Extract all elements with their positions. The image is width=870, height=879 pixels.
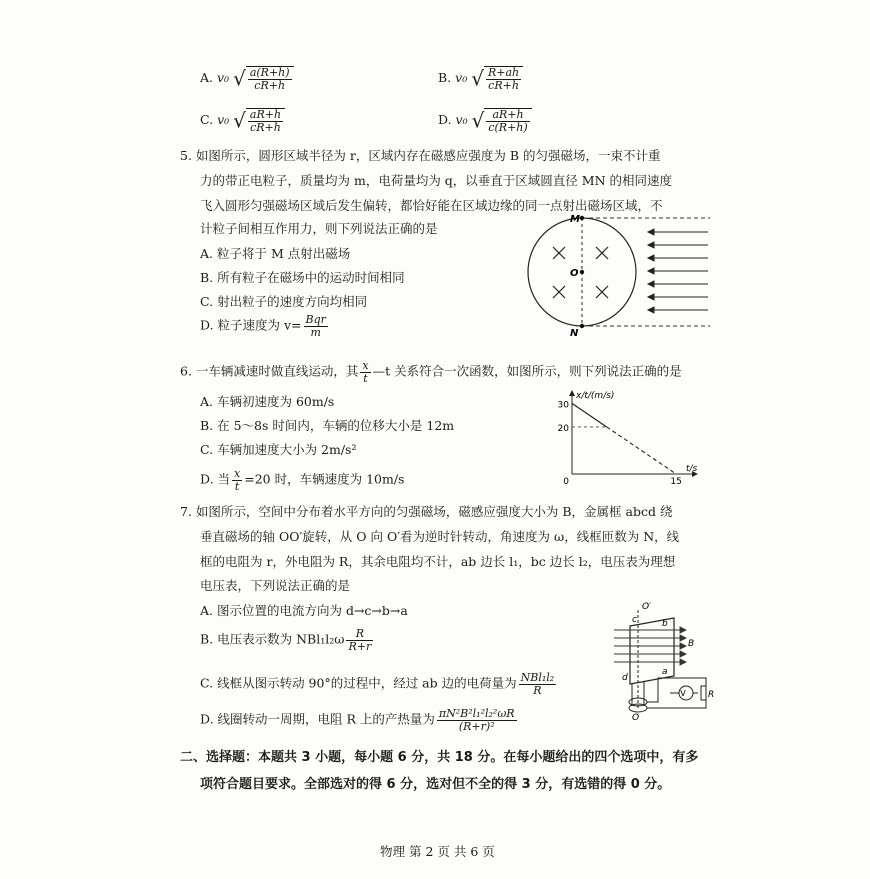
label-b-vertex: b: [662, 619, 668, 629]
label-b-field: B: [688, 639, 695, 649]
q5-option-c: C. 射出粒子的速度方向均相同: [200, 294, 368, 309]
q6-option-c: C. 车辆加速度大小为 2m/s²: [200, 442, 357, 457]
q6-option-a: A. 车辆初速度为 60m/s: [200, 394, 335, 409]
label-oprime: O′: [642, 602, 652, 612]
q7-stem-line3: 框的电阻为 r，外电阻为 R，其余电阻均不计，ab 边长 l₁，bc 边长 l₂，电压表为理想: [200, 554, 676, 569]
x-tick-15: 15: [670, 477, 682, 487]
section2-line2: 项符合题目要求。全部选对的得 6 分，选对但不全的得 3 分，有选错的得 0 分。: [200, 777, 671, 792]
q5-stem-line2: 力的带正电粒子，质量均为 m，电荷量均为 q，以垂直于区域圆直径 MN 的相同速度: [200, 173, 672, 188]
q5-stem-line4: 计粒子间相互作用力，则下列说法正确的是: [200, 221, 438, 236]
option-b: B. v₀ √ $\frac{R+ah}{cR+h}$: [438, 66, 523, 91]
label-a-vertex: a: [662, 667, 668, 677]
option-c: C. v₀ √ $\frac{aR+h}{cR+h}$: [200, 108, 285, 133]
q5-option-b: B. 所有粒子在磁场中的运动时间相同: [200, 270, 405, 285]
q7-stem-line2: 垂直磁场的轴 OO′旋转，从 O 向 O′看为逆时针转动，角速度为 ω，线框匝数为 N，线: [200, 529, 680, 544]
q5-stem-line3: 飞入圆形匀强磁场区域后发生偏转，都恰好能在区域边缘的同一点射出磁场区域，不: [200, 198, 663, 213]
y-tick-30: 30: [557, 400, 569, 411]
page-footer: 物理 第 2 页 共 6 页: [380, 844, 495, 859]
q7-stem-line1: 7. 如图所示，空间中分布着水平方向的匀强磁场，磁感应强度大小为 B，金属框 abcd 绕: [180, 504, 673, 519]
q7-option-b: B. 电压表示数为 NBl₁l₂ω $\frac{R}{R+r}$: [200, 627, 372, 653]
label-voltmeter: V: [680, 689, 686, 698]
x-axis-label: t/s: [686, 464, 698, 474]
x-tick-0: 0: [563, 477, 569, 487]
label-o: O: [570, 268, 579, 279]
xt-t-chart: [550, 388, 700, 488]
q7-option-a: A. 图示位置的电流方向为 d→c→b→a: [200, 603, 408, 618]
label-c-vertex: c: [632, 615, 637, 625]
q7-stem-line4: 电压表，下列说法正确的是: [200, 578, 351, 593]
q5-option-a: A. 粒子将于 M 点射出磁场: [200, 246, 351, 261]
y-axis-label: x/t/(m/s): [576, 391, 615, 401]
label-m: M: [570, 214, 580, 225]
series-line-dashed: [607, 427, 676, 474]
rotating-coil-figure: [598, 596, 718, 724]
label-n: N: [570, 328, 579, 339]
q5-stem-line1: 5. 如图所示，圆形区域半径为 r，区域内存在磁感应强度为 B 的匀强磁场，一束不计重: [180, 148, 661, 163]
section2-line1: 二、选择题：本题共 3 小题，每小题 6 分，共 18 分。在每小题给出的四个选项中，有多: [180, 750, 699, 765]
label-resistor: R: [708, 690, 715, 700]
q5-option-d: D. 粒子速度为 v= $\frac{\text{Bqr}}{m}$: [200, 313, 326, 339]
q6-option-d: D. 当 $\frac{x}{t}$ =20 时，车辆速度为 10m/s: [200, 467, 405, 493]
option-a: A. v₀ √ $\frac{a(R+h)}{cR+h}$: [200, 66, 294, 91]
q6-option-b: B. 在 5～8s 时间内，车辆的位移大小是 12m: [200, 418, 455, 433]
q6-stem: 6. 一车辆减速时做直线运动，其 $\frac{x}{t}$ —t 关系符合一次函数，如图所示，则下列说法正确的是: [180, 359, 682, 385]
option-d: D. v₀ √ $\frac{aR+h}{c(R+h)}$: [438, 108, 532, 133]
label-d-vertex: d: [622, 673, 628, 683]
q7-option-c: C. 线框从图示转动 90°的过程中，经过 ab 边的电荷量为 $\frac{\text{NBl₁l₂}}{R}$: [200, 671, 555, 697]
q7-option-d: D. 线圈转动一周期，电阻 R 上的产热量为 $\frac{\text{πN²B²l₁²l₂²ωR}}{\text{(R+r)²}}$: [200, 707, 515, 733]
label-o-coil: O: [632, 713, 640, 723]
y-axis-arrow: [569, 390, 575, 396]
magnetic-field-circle-figure: [520, 210, 720, 340]
y-tick-20: 20: [557, 423, 569, 434]
series-line-solid: [572, 403, 607, 427]
